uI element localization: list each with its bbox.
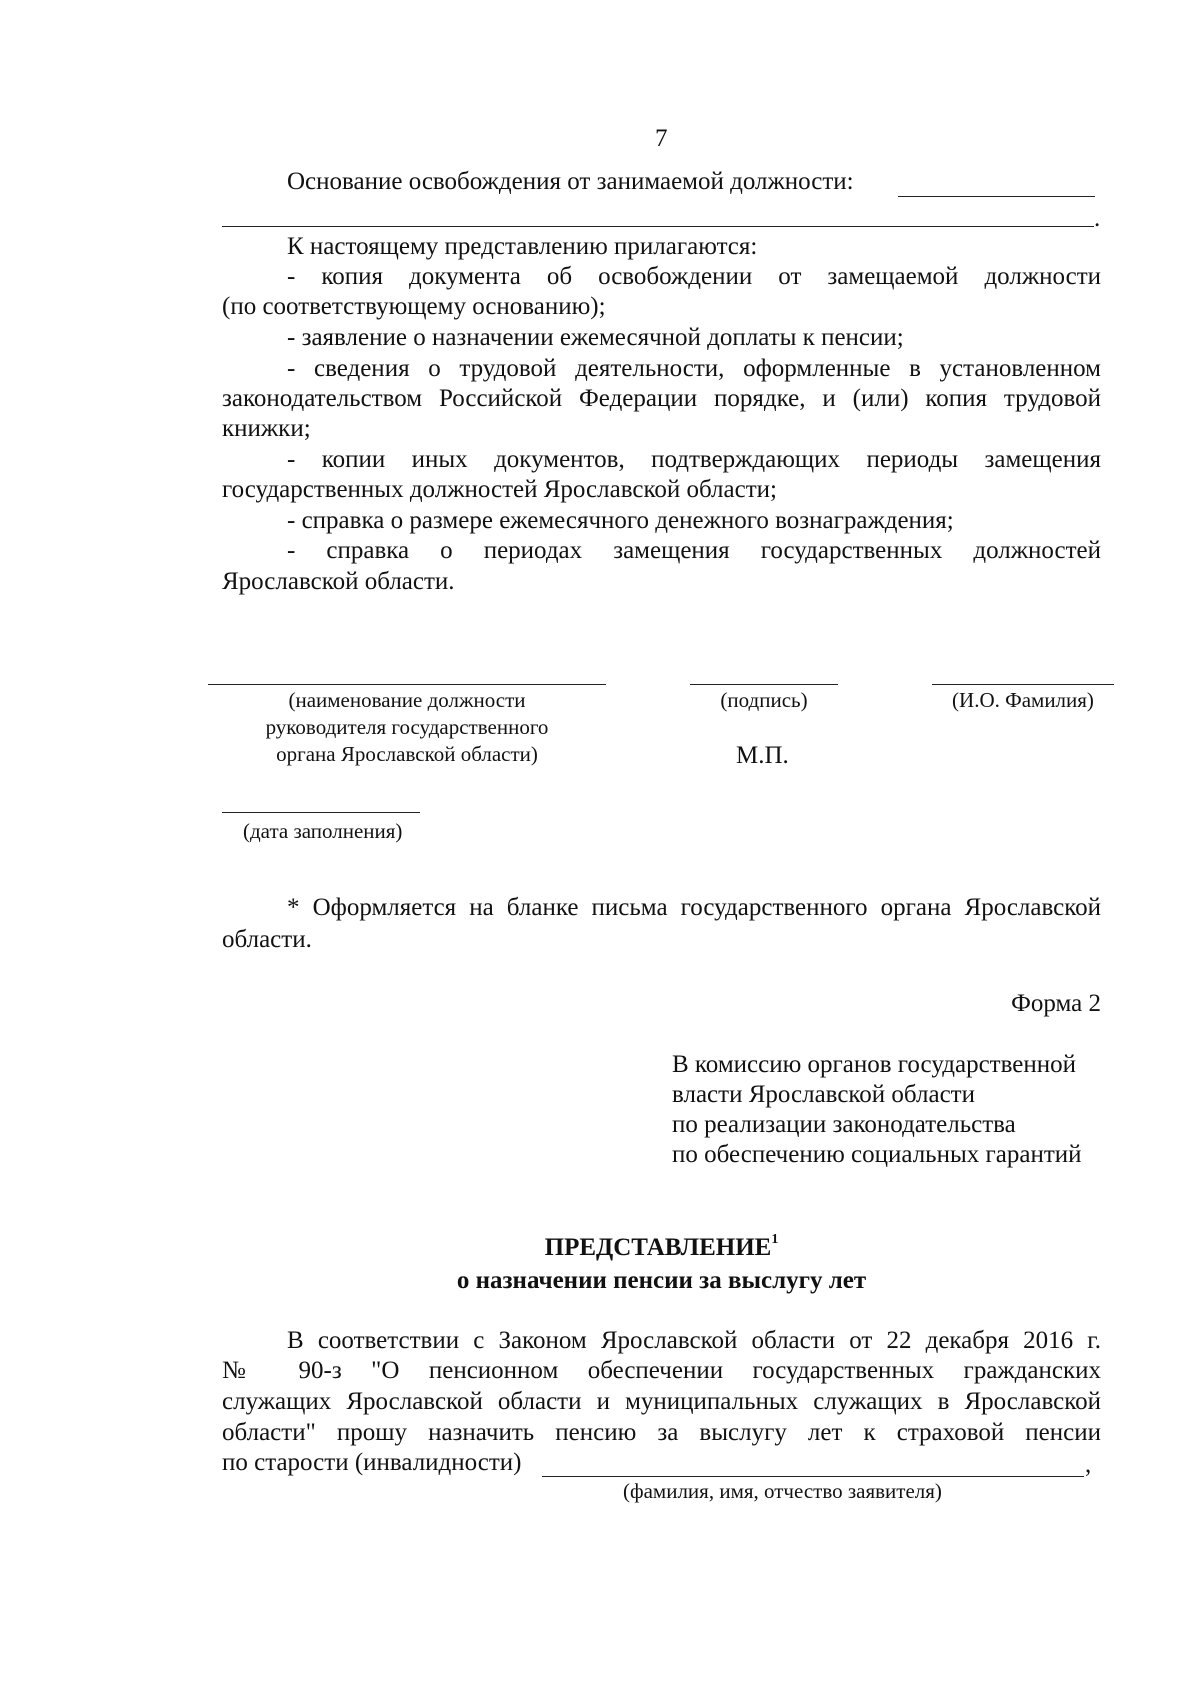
form-label: Форма 2 [1011,990,1101,1017]
attachment-item-4-line-1: - копии иных документов, подтверждающих периоды замещения [287,446,1101,473]
release-basis-end-mark: . [1094,205,1101,232]
attachment-item-3-line-3: книжки; [222,415,311,442]
document-title-footnote-mark: 1 [771,1231,779,1247]
attachment-item-6-line-2: Ярославской области. [222,568,455,595]
addressee-line-4: по обеспечению социальных гарантий [672,1141,1082,1168]
attachment-item-2: - заявление о назначении ежемесячной доплаты к пенсии; [287,324,904,351]
addressee-block [672,1050,1102,1170]
attachment-item-6-line-1: - справка о периодах замещения государственных должностей [287,537,1101,564]
attachment-item-3-line-1: - сведения о трудовой деятельности, оформленные в установленном [287,355,1101,382]
attachment-item-1-line-2: (по соответствующему основанию); [222,293,606,320]
document-title [222,1233,1101,1263]
applicant-name-line [542,1476,1084,1477]
date-line [222,812,420,813]
page-number: 7 [655,125,668,152]
attachment-item-1-line-1: - копия документа об освобождении от замещаемой должности [287,263,1101,290]
signature-caption: (подпись) [720,688,808,712]
body-line-5-comma: , [1085,1451,1092,1478]
position-caption-line-2: руководителя государственного [265,715,549,739]
position-caption-line-3: органа Ярославской области) [276,742,538,766]
date-caption: (дата заполнения) [243,819,403,843]
name-caption: (И.О. Фамилия) [952,688,1094,712]
release-basis-label: Основание освобождения от занимаемой должности: [287,168,854,195]
attachment-item-3-line-2: законодательством Российской Федерации порядке, и (или) копия трудовой [222,385,1101,412]
footnote-line-2: области. [222,926,312,953]
stamp-placeholder: М.П. [736,742,789,769]
footnote-line-1: * Оформляется на бланке письма государственного органа Ярославской [287,894,1101,921]
attachment-item-5: - справка о размере ежемесячного денежного вознаграждения; [287,507,954,534]
release-basis-continuation-line [222,226,1094,227]
document-title-main: ПРЕДСТАВЛЕНИЕ [544,1234,772,1261]
document-subtitle: о назначении пенсии за выслугу лет [456,1267,867,1294]
position-caption-line-1: (наименование должности [288,688,526,712]
body-line-5: по старости (инвалидности) [222,1449,522,1476]
addressee-line-2: власти Ярославской области [672,1081,975,1108]
body-line-2: № 90-з "О пенсионном обеспечении государственных гражданских [222,1357,1101,1384]
applicant-caption: (фамилия, имя, отчество заявителя) [623,1479,942,1503]
position-caption [208,687,606,768]
addressee-line-1: В комиссию органов государственной [672,1051,1076,1078]
position-signature-line [208,684,606,685]
addressee-line-3: по реализации законодательства [672,1111,1016,1138]
signature-line [690,684,838,685]
body-line-1: В соответствии с Законом Ярославской области от 22 декабря 2016 г. [287,1327,1101,1354]
name-signature-line [932,684,1114,685]
attachments-heading: К настоящему представлению прилагаются: [287,233,758,260]
body-line-3: служащих Ярославской области и муниципальных служащих в Ярославской [222,1388,1101,1415]
body-line-4: области" прошу назначить пенсию за выслугу лет к страховой пенсии [222,1419,1101,1446]
release-basis-blank [898,196,1095,197]
attachment-item-4-line-2: государственных должностей Ярославской области; [222,476,777,503]
